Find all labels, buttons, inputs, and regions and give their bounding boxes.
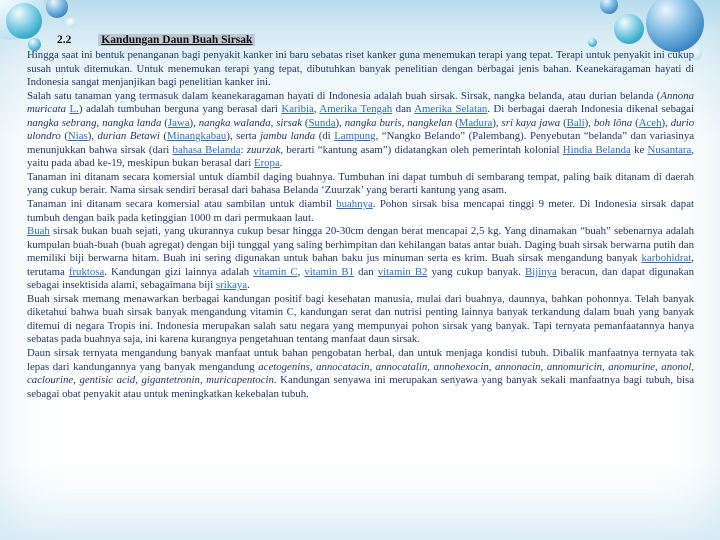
text-run: (	[161, 116, 168, 129]
hyperlink[interactable]: srikaya	[215, 279, 248, 292]
hyperlink[interactable]: Hindia Belanda	[562, 143, 631, 156]
text-run: . Di berbagai daerah Indonesia dikenal sebagai	[487, 103, 694, 116]
hyperlink[interactable]: L.	[69, 103, 79, 116]
text-run: durian Betawi	[97, 130, 160, 143]
section-number: 2.2	[57, 34, 72, 46]
hyperlink[interactable]: Amerika Tengah	[319, 103, 393, 116]
slide-body	[27, 49, 694, 401]
text-run: (	[452, 116, 459, 129]
text-run: (di	[315, 130, 335, 143]
hyperlink[interactable]: Bali	[566, 116, 585, 129]
hyperlink[interactable]: Sunda	[308, 116, 336, 129]
text-run: durio ulondro	[27, 116, 695, 143]
text-run: (	[159, 130, 167, 143]
text-run: :	[240, 143, 247, 156]
text-run: . Pohon sirsak bisa mencapai tinggi 9 meter. Di Indonesia sirsak dapat tumbuh dengan baik pada ketinggian 1000 m dari permukaan laut.	[27, 198, 694, 224]
text-run: .	[279, 157, 283, 170]
text-run: ) adalah tumbuhan berguna yang berasal dari	[78, 103, 282, 116]
text-run: nangka buris, nangkelan	[344, 116, 453, 129]
text-run: ),	[335, 116, 345, 129]
hyperlink[interactable]: vitamin B2	[377, 265, 428, 278]
text-run: Tanaman ini ditanam secara komersial atau sambilan untuk diambil	[27, 198, 337, 211]
hyperlink[interactable]: Amerika Selatan	[414, 103, 488, 116]
hyperlink[interactable]: vitamin C	[253, 265, 298, 278]
text-run: (	[632, 116, 639, 129]
hyperlink[interactable]: Bijinya	[525, 265, 557, 278]
hyperlink[interactable]: buahnya	[336, 198, 373, 211]
text-run: yang cukup banyak.	[427, 265, 526, 278]
text-run: beracun, dan dapat digunakan sebagai insektisida alami, sebagaimana biji	[27, 265, 694, 292]
text-run: (	[302, 116, 309, 129]
hyperlink[interactable]: Buah	[27, 225, 50, 238]
text-run: boh lôna	[593, 116, 633, 129]
paragraph	[27, 171, 694, 198]
hyperlink[interactable]: vitamin B1	[304, 265, 355, 278]
text-run: ,	[313, 103, 320, 116]
paragraph	[27, 293, 694, 347]
hyperlink[interactable]: Lampung	[334, 130, 376, 143]
text-run: nangka sebrang, nangka landa	[27, 116, 162, 129]
text-run: Tanaman ini ditanam secara komersial untuk diambil daging buahnya. Tumbuhan ini dapat tumbuh di sembarang tempat, paling baik ditanam di daerah yang cukup berair. Nama sirsak sendiri berasal dari bahasa Belanda ‘Zuurzak’ yang berarti kantung yang asam.	[27, 170, 694, 197]
text-run: (	[560, 116, 567, 129]
text-run: dan	[392, 103, 415, 116]
section-title-text: Kandungan Daun Buah Sirsak	[98, 34, 255, 46]
hyperlink[interactable]: fruktosa	[68, 265, 105, 278]
text-run: Buah sirsak memang menawarkan berbagai kandungan positif bagi kesehatan manusia, mulai dari buahnya, daunnya, bahkan pohonnya. Telah banyak diketahui bahwa buah sirsak banyak mengandung vitamin C, kandungan serat dan nutrisi penting lainnya banyak terkandung dalam buah yang banyak ditemui di negara Tropis ini. Indonesia merupakan salah satu negara yang mempunyai pohon sirsak yang banyak. Tapi ternyata pemanfaatannya hanya sebatas pada buahnya saja, ini karena kurangnya pengetahuan tentang manfaat daun sirsak.	[27, 292, 694, 346]
text-run: jambu landa	[260, 130, 316, 143]
text-run: ,	[297, 265, 305, 278]
text-run: ),	[189, 116, 199, 129]
hyperlink[interactable]: Aceh	[638, 116, 662, 129]
text-run: sri kaya jawa	[501, 116, 561, 129]
text-run: ),	[584, 116, 594, 129]
text-run: (	[60, 130, 68, 143]
text-run: acetogenins, annocatacin, annocatalin, annohexocin, annonacin, annomuricin, anomurine, anonol, caclourine, gentisic acid, gigantetronin, muricapentocin	[27, 360, 694, 387]
text-run: , berarti “kantung asam”) didatangkan oleh pemerintah kolonial	[280, 143, 563, 156]
text-run: , yaitu pada abad ke-19, meskipun bukan berasal dari	[27, 143, 694, 170]
hyperlink[interactable]: Minangkabau	[166, 130, 227, 143]
paragraph	[27, 198, 694, 225]
hyperlink[interactable]: Eropa	[253, 157, 280, 170]
text-run: sirsak bukan buah sejati, yang ukurannya cukup besar hingga 20-30cm dengan berat mencapai 2,5 kg. Yang dinamakan “buah” sebenarnya adalah kumpulan buah-buah (buah agregat) dengan biji tunggal yang saling berhimpitan dan kehilangan batas antar buah. Daging buah sirsak berwarna putih dan memiliki biji berwarna hitam. Buah ini sering digunakan untuk bahan baku jus minuman serta es krim. Buah sirsak mengandung banyak	[27, 225, 694, 265]
bubble-icon	[46, 0, 68, 18]
text-run: ),	[661, 116, 671, 129]
paragraph	[27, 49, 694, 90]
text-run: dan	[354, 265, 378, 278]
hyperlink[interactable]: Karibia	[281, 103, 314, 116]
text-run: ),	[492, 116, 502, 129]
text-run: Annona muricata	[27, 89, 694, 116]
hyperlink[interactable]: karbohidrat	[641, 252, 692, 265]
text-run: nangka walanda, sirsak	[198, 116, 303, 129]
text-run: . Kandungan senyawa ini merupakan senyawa yang banyak sekali manfaatnya bagi tubuh, bisa sebagai obat penyakit atau untuk meningkatkan kekebalan tubuh.	[27, 374, 694, 400]
paragraph	[27, 90, 694, 171]
text-run: zuurzak	[246, 143, 281, 156]
bubble-icon	[600, 0, 618, 14]
bubble-icon	[66, 18, 76, 28]
hyperlink[interactable]: bahasa Belanda	[172, 143, 241, 156]
text-run: ), serta	[226, 130, 261, 143]
hyperlink[interactable]: Nias	[67, 130, 88, 143]
paragraph	[27, 347, 694, 401]
text-run: Daun sirsak ternyata mengandung banyak manfaat untuk bahan pengobatan herbal, dan untuk menjaga kondisi tubuh. Dibalik manfaatnya ternyata tak lepas dari kandungannya yang banyak mengandung	[27, 347, 694, 373]
hyperlink[interactable]: Madura	[458, 116, 493, 129]
text-run: Hingga saat ini bentuk penanganan bagi penyakit kanker ini baru sebatas riset kanker guna menemukan terapi yang tepat. Terapi untuk penyakit ini cukup susah untuk ditemukan. Untuk menemukan terapi yang tepat, dibutuhkan banyak penelitian dengan berbagai jenis bahan. Keanekaragaman hayati di Indonesia sangat menjanjikan bagi penelitian kanker ini.	[27, 49, 694, 89]
text-run: ke	[630, 143, 648, 156]
text-run: , “Nangko Belando” (Palembang). Penyebutan “belanda” dan variasinya menunjukkan bahwa sirsak (dari	[27, 130, 695, 156]
paragraph	[27, 225, 694, 293]
text-run: ),	[87, 130, 98, 143]
text-run: , terutama	[27, 252, 694, 278]
hyperlink[interactable]: Jawa	[167, 116, 190, 129]
hyperlink[interactable]: Nusantara	[647, 143, 692, 156]
text-run: .	[247, 279, 250, 292]
text-run: Salah satu tanaman yang termasuk dalam keanekaragaman hayati di Indonesia adalah buah sirsak. Sirsak, nangka belanda, atau durian belanda (	[27, 89, 661, 102]
slide-title	[27, 33, 693, 47]
text-run: . Kandungan gizi lainnya adalah	[104, 265, 254, 278]
